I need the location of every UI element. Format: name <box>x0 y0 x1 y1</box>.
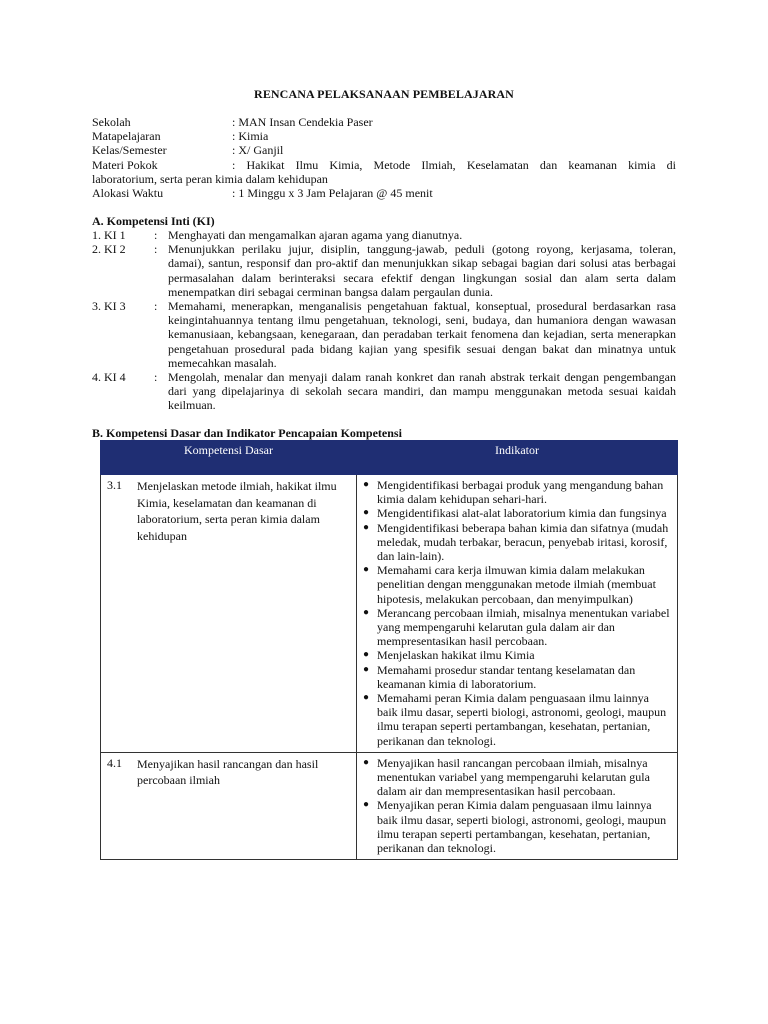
ki-item <box>92 370 676 413</box>
bullet-dot-icon: ● <box>363 692 370 704</box>
bullet-dot-icon: ● <box>363 521 370 533</box>
bullet-dot-icon: ● <box>363 663 370 675</box>
table-row <box>101 475 678 753</box>
table-header-indikator: Indikator <box>357 441 678 475</box>
kd-cell <box>101 475 357 753</box>
list-item <box>363 663 671 691</box>
ki-label: 2. KI 2 <box>92 242 126 257</box>
list-item <box>363 798 671 855</box>
meta-value: : X/ Ganjil <box>232 143 284 158</box>
meta-label: Alokasi Waktu <box>92 186 164 201</box>
ki-colon: : <box>154 299 158 314</box>
list-item <box>363 756 671 799</box>
meta-value: : MAN Insan Cendekia Paser <box>232 115 373 129</box>
ki-label: 1. KI 1 <box>92 228 126 242</box>
indicator-text: Mengidentifikasi berbagai produk yang mengandung bahan kimia dalam kehidupan sehari-hari. <box>377 478 664 507</box>
ki-colon: : <box>154 370 158 385</box>
list-item <box>363 606 671 649</box>
kd-number: 4.1 <box>107 755 122 770</box>
section-b-heading: B. Kompetensi Dasar dan Indikator Pencapaian Kompetensi <box>92 426 402 440</box>
meta-row-matapelajaran <box>92 129 676 143</box>
indicator-text: Merancang percobaan ilmiah, misalnya menentukan variabel yang mempengaruhi kelarutan gula dalam air dan mempresentasikan hasil percobaan. <box>377 605 670 649</box>
meta-row-sekolah <box>92 115 676 129</box>
section-a-heading: A. Kompetensi Inti (KI) <box>92 214 215 228</box>
bullet-dot-icon: ● <box>363 799 370 811</box>
meta-label: Matapelajaran <box>92 129 161 144</box>
list-item <box>363 691 671 748</box>
indicator-text: Menyajikan peran Kimia dalam penguasaan ilmu lainnya baik ilmu dasar, seperti biologi, astronomi, geologi, maupun ilmu terapan seperti pertambangan, kesehatan, pertanian, perikanan dan teknologi. <box>377 798 667 856</box>
ki-text: Memahami, menerapkan, menganalisis pengetahuan faktual, konseptual, prosedural berdasarkan rasa keingintahuannya tentang ilmu pengetahuan, teknologi, seni, budaya, dan humaniora dengan wawasan kemanusiaan, kebangsaan, kenegaraan, dan peradaban terkait fenomena dan kejadian, serta menerapkan pengetahuan prosedural pada bidang kajian yang spesifik sesuai dengan bakat dan minatnya untuk memecahkan masalah. <box>168 299 676 370</box>
identity-block <box>92 115 676 200</box>
list-item <box>363 506 671 520</box>
kd-number: 3.1 <box>107 478 122 492</box>
ki-text: Menunjukkan perilaku jujur, disiplin, tanggung-jawab, peduli (gotong royong, kerjasama, toleran, damai), santun, responsif dan pro-aktif dan menunjukkan sikap sebagai bagian dari solusi atas berbagai permasalahan dalam berinteraksi secara efektif dengan lingkungan sosial dan alam serta dalam menempatkan diri sebagai cerminan bangsa dalam pergaulan dunia. <box>168 242 676 299</box>
meta-label: Sekolah <box>92 115 131 129</box>
bullet-dot-icon: ● <box>363 507 370 519</box>
list-item <box>363 648 671 662</box>
meta-row-materi-pokok <box>92 158 676 172</box>
table-header-row <box>101 441 678 475</box>
list-item <box>363 563 671 606</box>
document-title: RENCANA PELAKSANAAN PEMBELAJARAN <box>254 87 514 101</box>
indicator-list <box>363 756 671 855</box>
kd-cell <box>101 752 357 859</box>
kd-content <box>107 756 350 789</box>
meta-value: : 1 Minggu x 3 Jam Pelajaran @ 45 menit <box>232 186 433 201</box>
indicator-text: Memahami cara kerja ilmuwan kimia dalam melakukan penelitian dengan menggunakan metode ilmiah (membuat hipotesis, melakukan percobaan, dan menyimpulkan) <box>377 563 656 606</box>
ki-label: 3. KI 3 <box>92 299 126 314</box>
bullet-dot-icon: ● <box>363 606 370 618</box>
ki-colon: : <box>154 242 158 257</box>
indicator-cell <box>357 475 678 753</box>
indicator-text: Memahami prosedur standar tentang keselamatan dan keamanan kimia di laboratorium. <box>377 662 636 691</box>
meta-materi-continuation: laboratorium, serta peran kimia dalam kehidupan <box>92 171 328 186</box>
indicator-text: Mengidentifikasi beberapa bahan kimia dan sifatnya (mudah meledak, mudah terbakar, beracun, penyebab iritasi, korosif, dan lain-lain). <box>377 520 669 564</box>
meta-row-kelas-semester <box>92 143 676 157</box>
ki-colon: : <box>154 228 158 242</box>
bullet-dot-icon: ● <box>363 564 370 576</box>
ki-text: Menghayati dan mengamalkan ajaran agama yang dianutnya. <box>168 228 463 242</box>
indicator-text: Menyajikan hasil rancangan percobaan ilmiah, misalnya menentukan variabel yang mempengaruhi kelarutan gula dalam air dan mempresentasikan hasil percobaan. <box>377 755 650 799</box>
meta-label: Materi Pokok <box>92 157 158 172</box>
bullet-dot-icon: ● <box>363 479 370 490</box>
list-item <box>363 521 671 564</box>
indicator-text: Memahami peran Kimia dalam penguasaan ilmu lainnya baik ilmu dasar, seperti biologi, astronomi, geologi, maupun ilmu terapan seperti pertambangan, kesehatan, pertanian, perikanan dan teknologi. <box>377 691 667 748</box>
bullet-dot-icon: ● <box>363 649 370 661</box>
ki-item <box>92 242 676 299</box>
ki-list <box>92 228 676 413</box>
meta-row-alokasi-waktu <box>92 186 676 200</box>
list-item <box>363 478 671 506</box>
kompetensi-table <box>100 440 678 860</box>
table-row <box>101 752 678 859</box>
kd-text: Menjelaskan metode ilmiah, hakikat ilmu Kimia, keselamatan dan keamanan di laboratorium, serta peran kimia dalam kehidupan <box>137 479 337 543</box>
ki-label: 4. KI 4 <box>92 370 126 385</box>
kd-content <box>107 478 350 544</box>
indicator-text: Menjelaskan hakikat ilmu Kimia <box>377 648 535 663</box>
indicator-text: Mengidentifikasi alat-alat laboratorium kimia dan fungsinya <box>377 506 667 521</box>
ki-text: Mengolah, menalar dan menyaji dalam ranah konkret dan ranah abstrak terkait dengan pengembangan dari yang dipelajarinya di sekolah secara mandiri, dan mampu menggunakan metoda sesuai kaidah keilmuan. <box>168 370 676 413</box>
kd-text: Menyajikan hasil rancangan dan hasil percobaan ilmiah <box>137 756 319 788</box>
ki-item <box>92 299 676 370</box>
indicator-cell <box>357 752 678 859</box>
indicator-list <box>363 478 671 748</box>
bullet-dot-icon: ● <box>363 756 370 768</box>
table-header-kompetensi-dasar: Kompetensi Dasar <box>101 441 357 475</box>
meta-value: : Hakikat Ilmu Kimia, Metode Ilmiah, Keselamatan dan keamanan kimia di <box>232 157 676 172</box>
ki-item <box>92 228 676 242</box>
meta-value: : Kimia <box>232 129 269 144</box>
meta-label: Kelas/Semester <box>92 143 167 158</box>
